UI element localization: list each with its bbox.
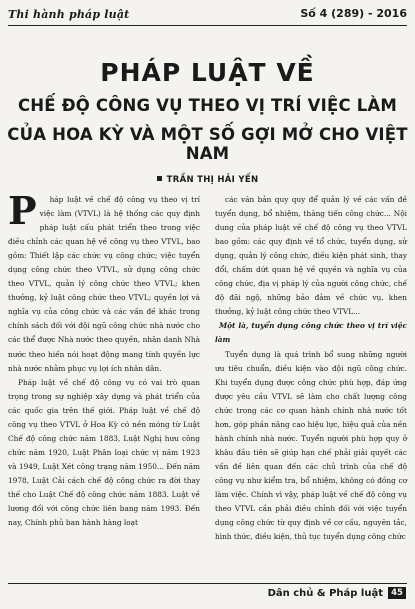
article-title-line-1: PHÁP LUẬT VỀ xyxy=(100,58,315,87)
left-paragraph-1-text: háp luật về chế độ công vụ theo vị trí việc làm (VTVL) là hệ thống các quy định pháp luật cấu phát triển theo trong việc điều chỉnh các quan hệ về công vụ theo VTVL, bao gồm: Thiết lập các chức vụ công chức; việc tuyển dụng công chức theo VTVL, sử dụng công chức theo VTVL, quản lý công chức theo VTVL; khen thưởng, kỷ luật công chức theo VTVL; quyền lợi và nghĩa vụ của công chức và các vấn đề khác trong chính sách đối với đội ngũ công chức nhà nước cho các thể được Nhà nước theo quyền, nhân danh Nhà nước theo hiến nói hoạt động mang tính quyền lực nhà nước nhằm phục vụ lợi ích nhân dân. xyxy=(8,195,200,373)
right-paragraph-1: các văn bản quy quy để quản lý về các vấn đề tuyển dụng, bổ nhiệm, thăng tiến công chức... Nội dung của pháp luật về chế độ công vụ theo VTVL bao gồm: các quy định về tổ chức, tuyển dụng, sử dụng, quản lý công chức, điều kiện phát sinh, thay đổi, chấm dứt quan hệ về quyền và nghĩa vụ của công chức, địa vị pháp lý của người công chức, chế độ đãi ngộ, những bảo đảm về chức vụ, khen thưởng, kỷ luật công chức theo VTVL... xyxy=(215,195,407,317)
author-byline xyxy=(0,175,415,185)
issue-number: Số 4 (289) - 2016 xyxy=(300,7,407,20)
footer-rule xyxy=(8,583,407,584)
page-number: 45 xyxy=(388,587,406,599)
left-paragraph-2: Pháp luật về chế độ công vụ có vai trò quan trọng trong sự nghiệp xây dựng và phát triển của các quốc gia trên thế giới. Pháp luật về chế độ công vụ theo VTVL ở Hoa Kỳ có nền móng từ Luật Chế độ công chức năm 1883, Luật Nghị hưu công chức năm 1920, Luật Phân loại chức vị năm 1923 và 1949, Luật Xét công trạng năm 1950... Đến năm 1978, Luật Cải cách chế độ công chức ra đời thay thế cho Luật Chế độ công chức năm 1883. Luật về lương đối với công chức liên bang năm 1993. Đến nay, Chính phủ ban hành hàng loạt xyxy=(8,377,200,528)
running-head xyxy=(8,6,407,24)
right-paragraph-2: Tuyển dụng là quá trình bổ sung những người ưu tiêu chuẩn, điều kiện vào đội ngũ công chức. Khi tuyển dụng được công chức phù hợp, đáp ứng được yêu cầu VTVL sẽ làm cho chất lượng công chức trong các cơ quan hành chính nhà nước tốt hơn, góp phần nâng cao hiệu lực, hiệu quả của nền hành chính nhà nước. Tuyển người phù hợp quy ở khâu đầu tiên sẽ giúp hạn chế phải giải quyết các vấn đề liên quan đến các chủ trình của chế độ công vụ như kiểm tra, bổ nhiệm, không có đồng cơ làm việc. Chính vì vậy, pháp luật về chế độ công vụ theo VTVL cần phải điều chỉnh đối với việc tuyển dụng công chức từ quy định về cơ cấu, nguyên tắc, hình thức, điều kiện, thủ tục tuyển dụng công chức xyxy=(215,349,407,542)
left-paragraph-1 xyxy=(8,188,200,376)
magazine-name: Dân chủ & Pháp luật xyxy=(267,588,383,599)
author-name: TRẦN THỊ HẢI YẾN xyxy=(166,175,259,185)
article-title-line-2: CHẾ ĐỘ CÔNG VỤ THEO VỊ TRÍ VIỆC LÀM xyxy=(17,96,397,115)
drop-cap: P xyxy=(8,188,37,233)
header-rule xyxy=(8,25,407,26)
right-column xyxy=(215,193,407,581)
left-column xyxy=(8,188,200,581)
section-subheading: Một là, tuyển dụng công chức theo vị trí việc làm xyxy=(215,321,407,345)
article-title-line-3: CỦA HOA KỲ VÀ MỘT SỐ GỢI MỞ CHO VIỆT NAM xyxy=(7,125,408,163)
bullet-square-icon xyxy=(157,176,162,181)
section-label: Thi hành pháp luật xyxy=(8,8,130,21)
